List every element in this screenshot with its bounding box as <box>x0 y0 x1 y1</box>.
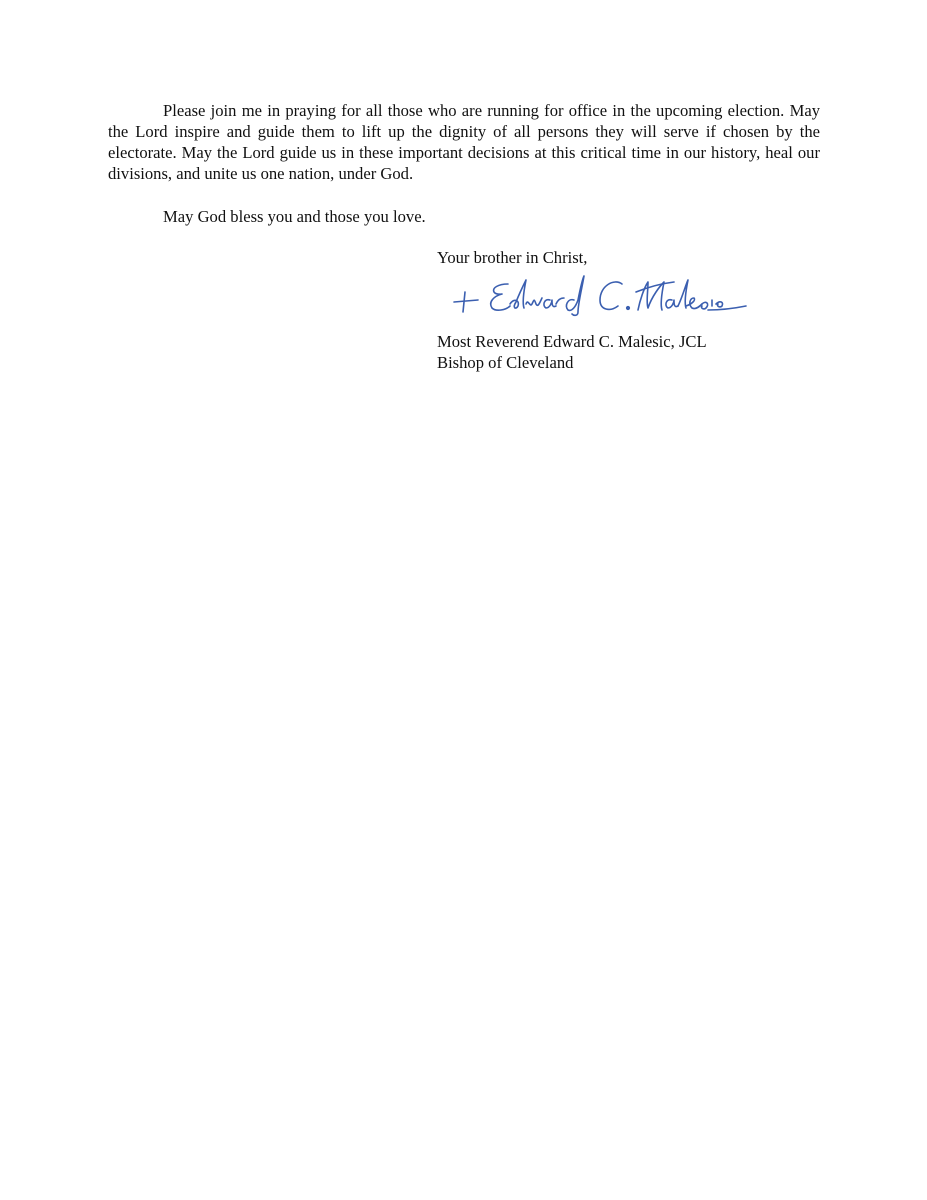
handwritten-signature <box>450 270 750 320</box>
signer-name: Most Reverend Edward C. Malesic, JCL <box>437 332 707 351</box>
blessing-line: May God bless you and those you love. <box>163 207 426 226</box>
body-paragraph: Please join me in praying for all those who are running for office in the upcoming election. May the Lord inspire and guide them to lift up the dignity of all persons they will serve if chosen by the electorate. May the Lord guide us in these important decisions at this critical time in our history, heal our divisions, and unite us one nation, under God. <box>108 101 820 183</box>
closing-salutation: Your brother in Christ, <box>437 248 588 267</box>
signer-title: Bishop of Cleveland <box>437 353 574 372</box>
